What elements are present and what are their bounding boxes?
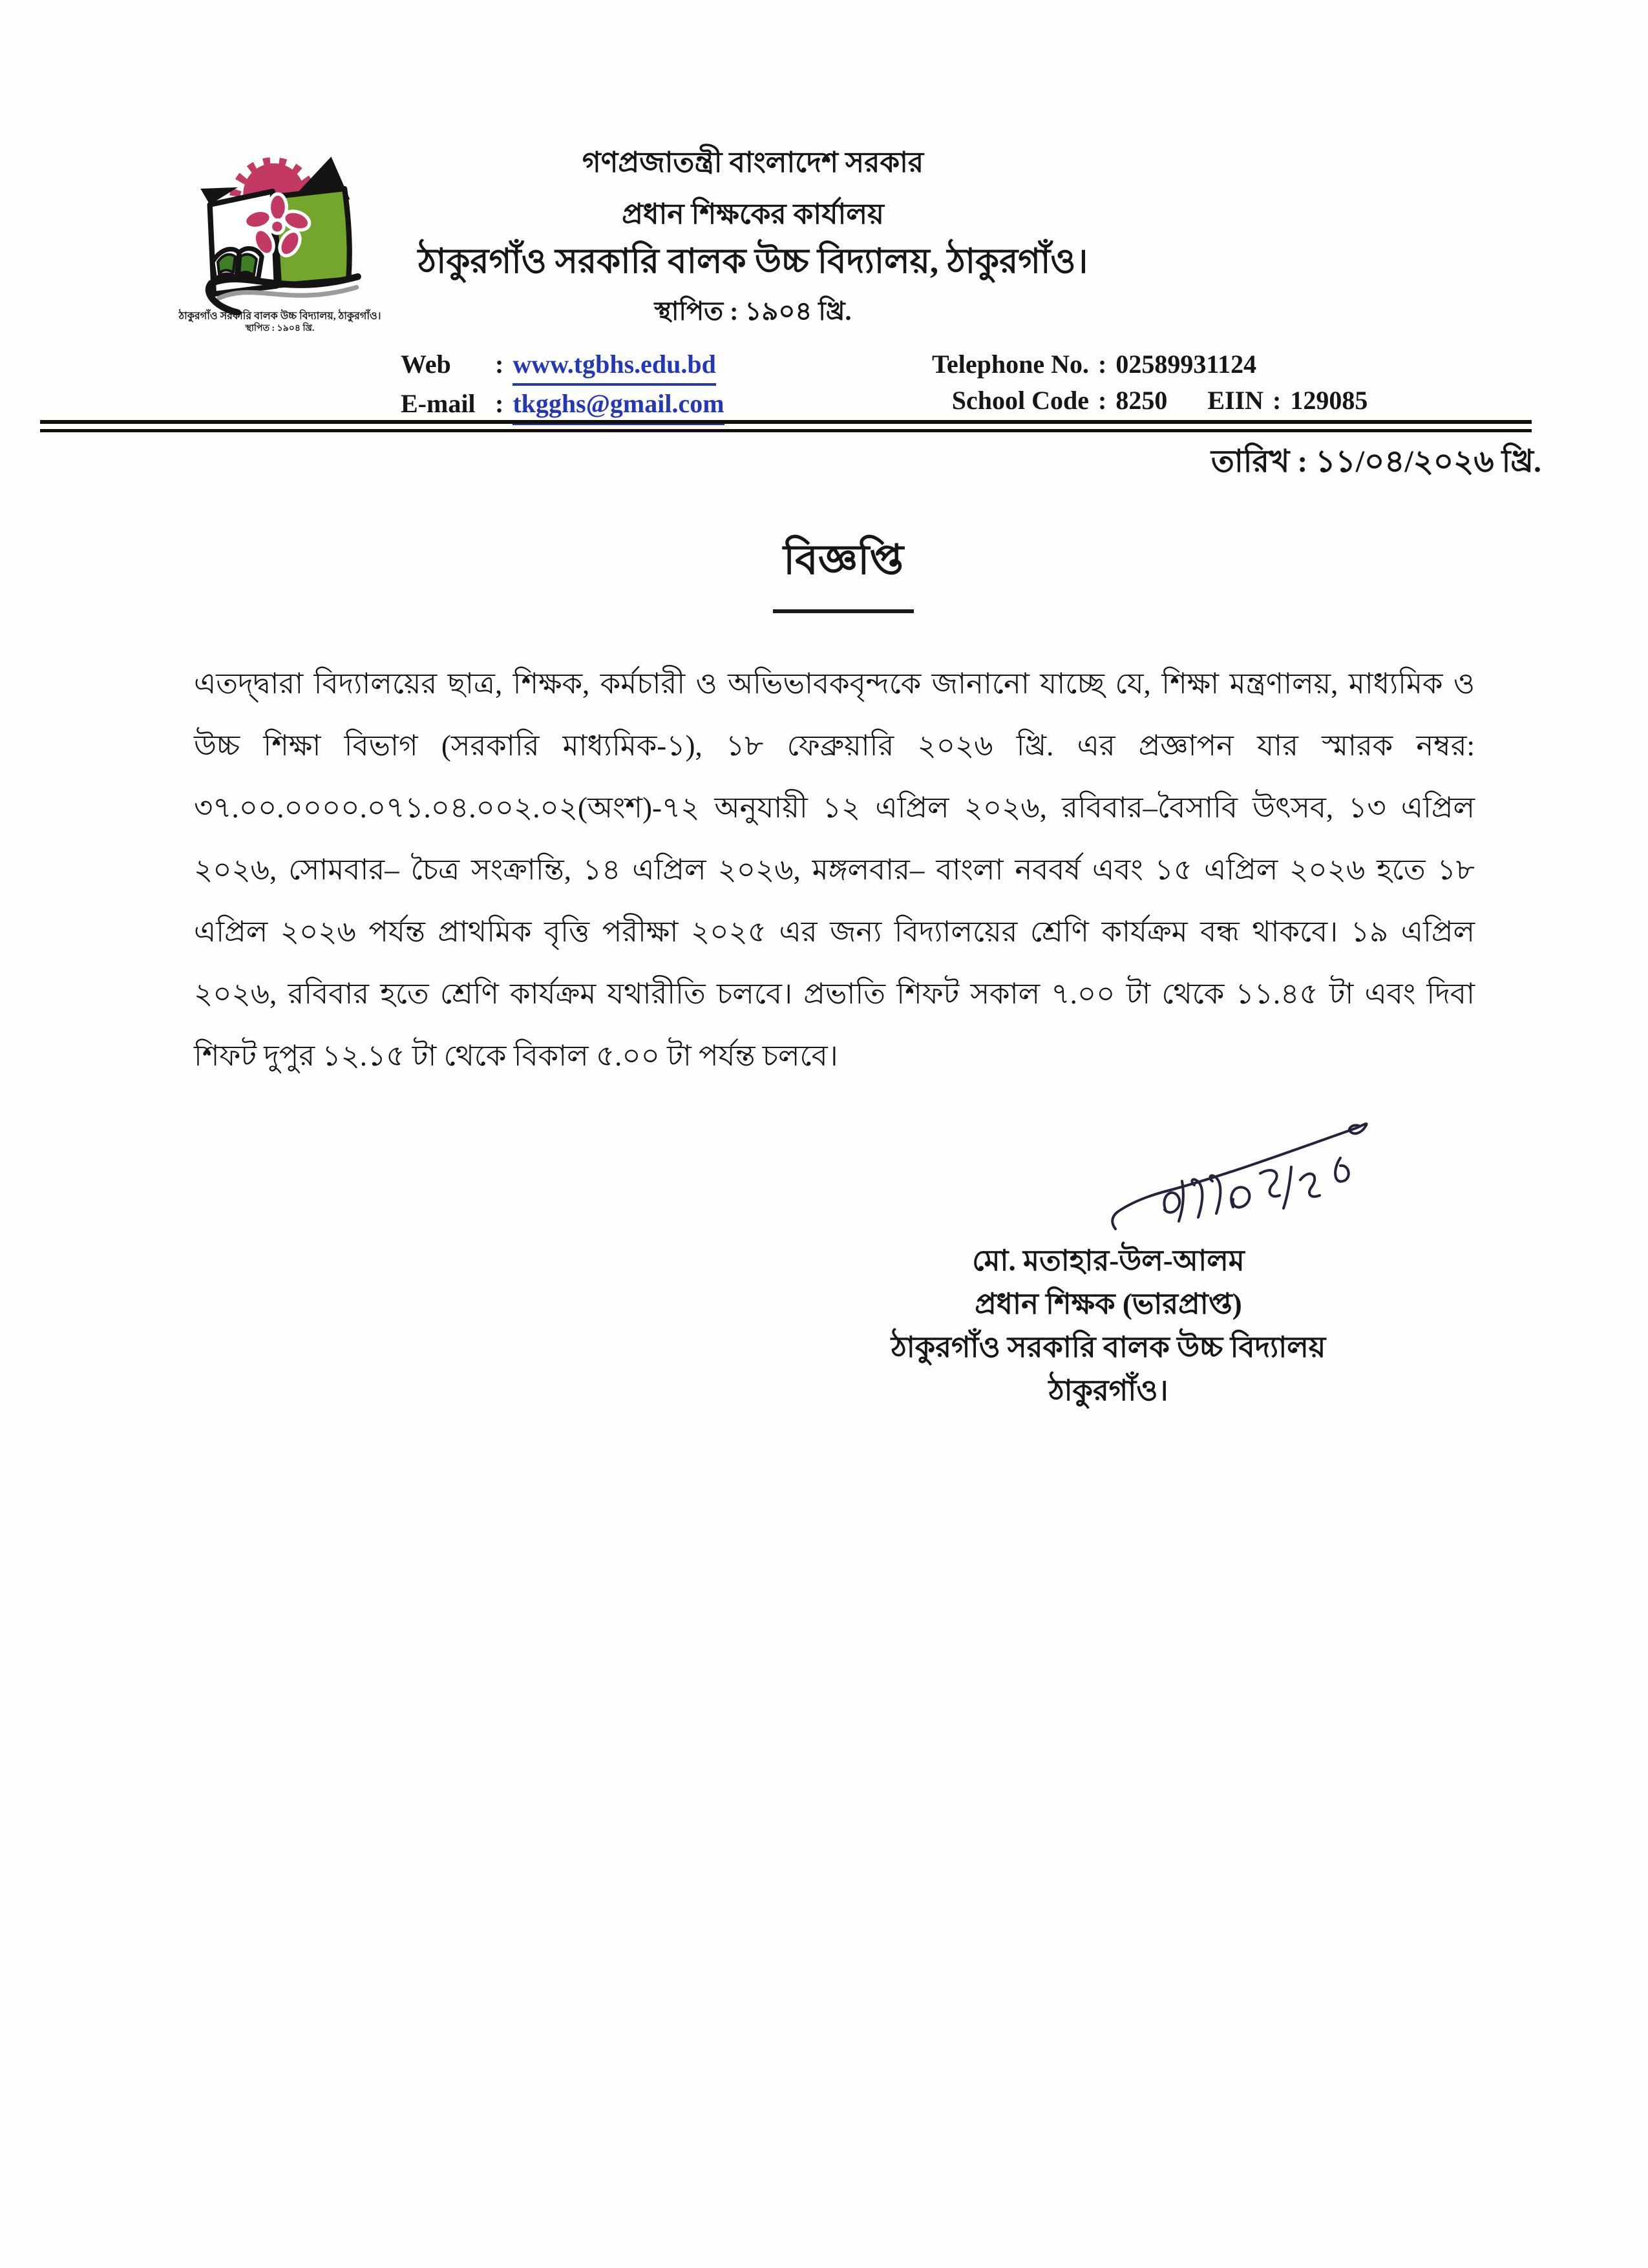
handwritten-signature (1106, 1113, 1378, 1242)
signatory-location: ঠাকুরগাঁও। (1048, 1374, 1168, 1407)
telephone-row (872, 346, 1368, 383)
signatory-name: মো. মতাহার-উল-আলম (972, 1244, 1245, 1277)
email-row (401, 386, 724, 425)
school-code-colon: : (1098, 386, 1107, 415)
title-row (39, 529, 1648, 613)
web-colon: : (495, 350, 504, 379)
email-label: E-mail (401, 389, 476, 418)
school-code-value: 8250 (1115, 386, 1168, 415)
signature-block (882, 1239, 1335, 1412)
notice-body: এতদ্দ্বারা বিদ্যালয়ের ছাত্র, শিক্ষক, কর্মচারী ও অভিভাবকবৃন্দকে জানানো যাচ্ছে যে, শিক্ষা মন্ত্রণালয়, মাধ্যমিক ও উচ্চ শিক্ষা বিভাগ (সরকারি মাধ্যমিক-১), ১৮ ফেব্রুয়ারি ২০২৬ খ্রি. এর প্রজ্ঞাপন যার স্মারক নম্বর: ৩৭.০০.০০০০.০৭১.০৪.০০২.০২(অংশ)-৭২ অনুযায়ী ১২ এপ্রিল ২০২৬, রবিবার–বৈসাবি উৎসব, ১৩ এপ্রিল ২০২৬, সোমবার– চৈত্র সংক্রান্তি, ১৪ এপ্রিল ২০২৬, মঙ্গলবার– বাংলা নববর্ষ এবং ১৫ এপ্রিল ২০২৬ হতে ১৮ এপ্রিল ২০২৬ পর্যন্ত প্রাথমিক বৃত্তি পরীক্ষা ২০২৫ এর জন্য বিদ্যালয়ের শ্রেণি কার্যক্রম বন্ধ থাকবে। ১৯ এপ্রিল ২০২৬, রবিবার হতে শ্রেণি কার্যক্রম যথারীতি চলবে। প্রভাতি শিফট সকাল ৭.০০ টা থেকে ১১.৪৫ টা এবং দিবা শিফট দুপুর ১২.১৫ টা থেকে বিকাল ৫.০০ টা পর্যন্ত চলবে। (194, 667, 1475, 1072)
logo-caption-established: স্থাপিত : ১৯০৪ খ্রি. (245, 324, 315, 333)
established-line: স্থাপিত : ১৯০৪ খ্রি. (654, 297, 852, 326)
email-link[interactable]: tkgghs@gmail.com (512, 386, 724, 425)
email-colon: : (495, 389, 504, 418)
header-divider (40, 420, 1532, 432)
logo-caption-school: ঠাকুরগাঁও সরকারি বালক উচ্চ বিদ্যালয়, ঠাকুরগাঁও। (178, 311, 381, 322)
signatory-organization: ঠাকুরগাঁও সরকারি বালক উচ্চ বিদ্যালয় (891, 1331, 1326, 1363)
web-label: Web (401, 350, 451, 379)
contact-right-column (872, 346, 1368, 419)
notice-title: বিজ্ঞপ্তি (773, 529, 914, 613)
telephone-label: Telephone No. (931, 350, 1089, 379)
telephone-value: 02589931124 (1115, 350, 1257, 379)
website-link[interactable]: www.tgbhs.edu.bd (512, 346, 716, 386)
contact-left-column (401, 346, 724, 425)
telephone-colon: : (1098, 350, 1107, 379)
eiin-colon: : (1273, 386, 1282, 415)
letterhead (0, 146, 1506, 327)
govt-line: গণপ্রজাতন্ত্রী বাংলাদেশ সরকার (582, 147, 924, 178)
office-line: প্রধান শিক্ষকের কার্যালয় (622, 198, 884, 230)
school-code-label: School Code (951, 386, 1089, 415)
signatory-designation: প্রধান শিক্ষক (ভারপ্রাপ্ত) (975, 1288, 1242, 1320)
web-row (401, 346, 724, 386)
eiin-value: 129085 (1290, 386, 1368, 415)
school-name-line: ঠাকুরগাঁও সরকারি বালক উচ্চ বিদ্যালয়, ঠাকুরগাঁও। (417, 243, 1088, 280)
eiin-label: EIIN (1207, 386, 1264, 415)
school-code-row (872, 383, 1368, 419)
date-line: তারিখ : ১১/০৪/২০২৬ খ্রি. (1210, 445, 1541, 479)
